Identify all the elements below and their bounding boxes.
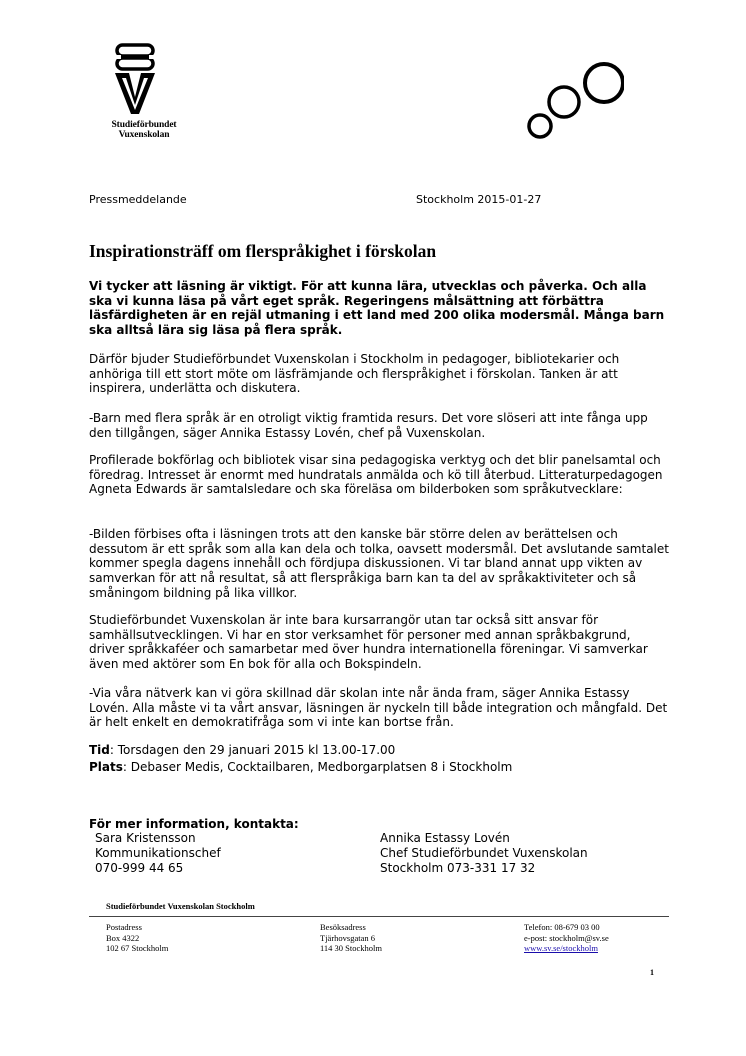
footer-visit-street: Tjärhovsgatan 6	[320, 932, 375, 943]
contact-left	[95, 831, 221, 876]
footer-web-link[interactable]: www.sv.se/stockholm	[524, 943, 598, 953]
footer-contact	[524, 922, 609, 954]
footer-postal-label: Postadress	[106, 922, 142, 932]
footer-postal-box: Box 4322	[106, 932, 140, 943]
event-time-value: : Torsdagen den 29 januari 2015 kl 13.00-17.00	[109, 743, 396, 757]
contact-left-name: Sara Kristensson	[95, 831, 196, 845]
event-place-label: Plats	[89, 760, 123, 774]
logo-text-line1: Studieförbundet	[111, 120, 177, 130]
decorative-circles-icon	[524, 58, 624, 142]
body-paragraph-1: Därför bjuder Studieförbundet Vuxenskolan i Stockholm in pedagoger, bibliotekarier och anhöriga till ett stort möte om läsfrämjande och flerspråkighet i förskolan. Tanken är att inspirera, underlätta och diskutera.	[89, 352, 620, 396]
logo-text-line2: Vuxenskolan	[118, 130, 170, 140]
lead-paragraph: Vi tycker att läsning är viktigt. För att kunna lära, utvecklas och påverka. Och alla ska vi kunna läsa på vårt eget språk. Regeringens målsättning att förbättra läsfärdigheten är en rejäl utmaning i ett land med 200 olika modersmål. Många barn ska alltså lära sig läsa på flera språk.	[89, 279, 665, 338]
contact-left-phone: 070-999 44 65	[95, 861, 184, 875]
contact-left-role: Kommunikationschef	[95, 846, 221, 860]
footer-org: Studieförbundet Vuxenskolan Stockholm	[106, 901, 255, 911]
footer-visit-label: Besöksadress	[320, 922, 366, 932]
contact-right-role: Chef Studieförbundet Vuxenskolan	[380, 846, 588, 860]
doc-type: Pressmeddelande	[89, 193, 187, 206]
sv-logo-icon	[112, 42, 158, 116]
footer-postal	[106, 922, 168, 954]
contact-right-phone: Stockholm 073-331 17 32	[380, 861, 536, 875]
contact-heading: För mer information, kontakta:	[89, 817, 299, 831]
footer-divider	[89, 916, 669, 917]
body-paragraph-5: Studieförbundet Vuxenskolan är inte bara kursarrangör utan tar också sitt ansvar för samhällsutvecklingen. Vi har en stor verksamhet för personer med annan språkbakgrund, driver språkkaféer och samarbetar med över hundra internationella föreningar. Vi samverkar även med aktörer som En bok för alla och Bokspindeln.	[89, 613, 648, 672]
footer-visit-city: 114 30 Stockholm	[320, 943, 383, 953]
event-time-label: Tid	[89, 743, 110, 757]
event-time	[89, 743, 395, 758]
footer-postal-city: 102 67 Stockholm	[106, 943, 169, 953]
page-title: Inspirationsträff om flerspråkighet i förskolan	[89, 241, 437, 261]
footer-email: e-post: stockholm@sv.se	[524, 932, 609, 943]
event-place-value: : Debaser Medis, Cocktailbaren, Medborgarplatsen 8 i Stockholm	[122, 760, 513, 774]
contact-right-name: Annika Estassy Lovén	[380, 831, 510, 845]
contact-right	[380, 831, 588, 876]
place-date: Stockholm 2015-01-27	[416, 193, 542, 206]
footer-visit	[320, 922, 382, 954]
event-place	[89, 760, 512, 775]
body-paragraph-4: -Bilden förbises ofta i läsningen trots att den kanske bär större delen av berättelsen och dessutom är ett språk som alla kan dela och tolka, oavsett modersmål. Det avslutande samtalet kommer spegla dagens innehåll och fördjupa diskussionen. Vi tar bland annat upp vikten av samverkan för att nå resultat, så att flerspråkiga barn kan ta del av språkaktiviteter och så småningom bildning på lika villkor.	[89, 527, 669, 600]
body-paragraph-2: -Barn med flera språk är en otroligt viktig framtida resurs. Det vore slöseri att inte fånga upp den tillgången, säger Annika Estassy Lovén, chef på Vuxenskolan.	[89, 411, 648, 440]
footer-phone: Telefon: 08-679 03 00	[524, 922, 600, 932]
page-number: 1	[650, 968, 654, 977]
body-paragraph-6: -Via våra nätverk kan vi göra skillnad där skolan inte når ända fram, säger Annika Estassy Lovén. Alla måste vi ta vårt ansvar, läsningen är nyckeln till både integration och mångfald. Det är helt enkelt en demokratifråga som vi inte kan bortse från.	[89, 686, 668, 730]
body-paragraph-3: Profilerade bokförlag och bibliotek visar sina pedagogiska verktyg och det blir panelsamtal och föredrag. Intresset är enormt med hundratals anmälda och kö till återbud. Litteraturpedagogen Agneta Edwards är samtalsledare och ska föreläsa om bilderboken som språkutvecklare:	[89, 453, 663, 497]
